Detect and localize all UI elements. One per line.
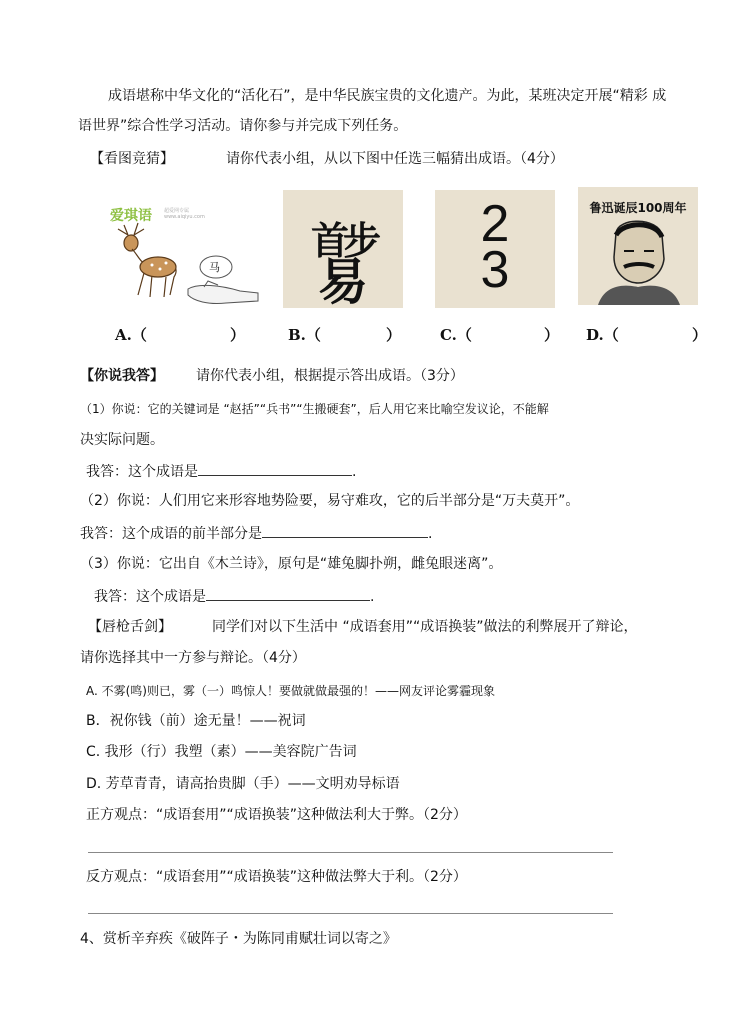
picture-a-logo-sub: 超爱网专属 www.aiqiyu.com	[164, 208, 205, 220]
picture-a-deer	[108, 205, 268, 315]
task2-answer1-end: .	[352, 464, 357, 480]
task2-answer3-prompt: 我答：这个成语是	[94, 589, 206, 605]
task2-q1-line2: 决实际问题。	[80, 432, 164, 448]
intro-line-1: 成语堪称中华文化的“活化石”，是中华民族宝贵的文化遗产。为此，某班决定开展“精彩 成	[108, 88, 667, 104]
task1-instruction: 请你代表小组，从以下图中任选三幅猜出成语。（4分）	[226, 151, 564, 167]
task3-instruction-line2: 请你选择其中一方参与辩论。（4分）	[80, 650, 306, 666]
task2-answer1-blank[interactable]	[198, 461, 352, 476]
task1-title: 【看图竞猜】	[90, 151, 174, 167]
next-question-heading: 4、赏析辛弃疾《破阵子・为陈同甫赋壮词以寄之》	[80, 931, 397, 947]
task2-q3: （3）你说：它出自《木兰诗》，原句是“雄兔脚扑朔，雌兔眼迷离”。	[80, 556, 503, 572]
task2-answer3-row	[94, 586, 374, 606]
option-c-close: ）	[544, 326, 560, 344]
option-b-close: ）	[386, 326, 402, 344]
picture-c-digit-top: 2	[480, 195, 510, 253]
option-d-close: ）	[692, 326, 708, 344]
option-b-label: B.（	[288, 326, 321, 344]
picture-b-glyph	[283, 190, 403, 308]
task3-con-view: 反方观点：“成语套用”“成语换装”这种做法弊大于利。（2分）	[86, 869, 467, 885]
task2-answer2-prompt: 我答：这个成语的前半部分是	[80, 526, 262, 542]
option-a-close: ）	[230, 326, 246, 344]
task2-q2: （2）你说：人们用它来形容地势险要，易守难攻，它的后半部分是“万夫莫开”。	[80, 493, 580, 509]
intro-line-2: 语世界”综合性学习活动。请你参与并完成下列任务。	[78, 118, 408, 134]
task3-instruction-line1: 同学们对以下生活中 “成语套用”“成语换装”做法的利弊展开了辩论，	[212, 619, 638, 635]
option-c-label: C.（	[440, 326, 472, 344]
task2-answer3-blank[interactable]	[206, 586, 370, 601]
picture-b-glyph-top: 首步	[310, 219, 375, 263]
picture-d-caption: 鲁迅诞辰100周年	[589, 201, 687, 215]
task3-item-a: A. 不雾(鸣)则已，雾（一）鸣惊人！要做就做最强的！——网友评论雾霾现象	[86, 684, 495, 698]
task2-answer2-end: .	[428, 526, 433, 542]
picture-c-digit-bottom: 3	[480, 241, 510, 299]
task2-answer2-blank[interactable]	[262, 523, 428, 538]
task3-item-b: B．祝你钱（前）途无量！——祝词	[86, 713, 306, 729]
task2-q1-line1: （1）你说：它的关键词是 “赵括”“兵书”“生搬硬套”，后人用它来比喻空发议论，不能解	[80, 402, 549, 416]
task2-answer3-end: .	[370, 589, 375, 605]
task2-instruction: 请你代表小组，根据提示答出成语。（3分）	[196, 368, 464, 384]
task3-pro-view: 正方观点：“成语套用”“成语换装”这种做法利大于弊。（2分）	[86, 807, 467, 823]
picture-d-portrait	[578, 187, 698, 305]
task3-item-d: D. 芳草青青，请高抬贵脚（手）——文明劝导标语	[86, 776, 400, 792]
picture-c-digits	[435, 190, 555, 308]
picture-a-bubble-text: 马	[209, 261, 220, 274]
task2-answer1-row	[86, 461, 356, 481]
task3-item-c: C. 我形（行）我塑（素）——美容院广告词	[86, 744, 357, 760]
option-a-label: A.（	[115, 326, 147, 344]
task2-answer2-row	[80, 523, 432, 543]
task3-con-answer-line[interactable]	[88, 913, 613, 914]
picture-a-logo: 爱琪语	[110, 208, 152, 224]
task3-pro-answer-line[interactable]	[88, 852, 613, 853]
picture-b-glyph-bottom: 易	[318, 253, 368, 308]
task3-title: 【唇枪舌剑】	[88, 619, 172, 635]
option-d-label: D.（	[586, 326, 619, 344]
task2-title: 【你说我答】	[80, 368, 164, 384]
task2-answer1-prompt: 我答：这个成语是	[86, 464, 198, 480]
